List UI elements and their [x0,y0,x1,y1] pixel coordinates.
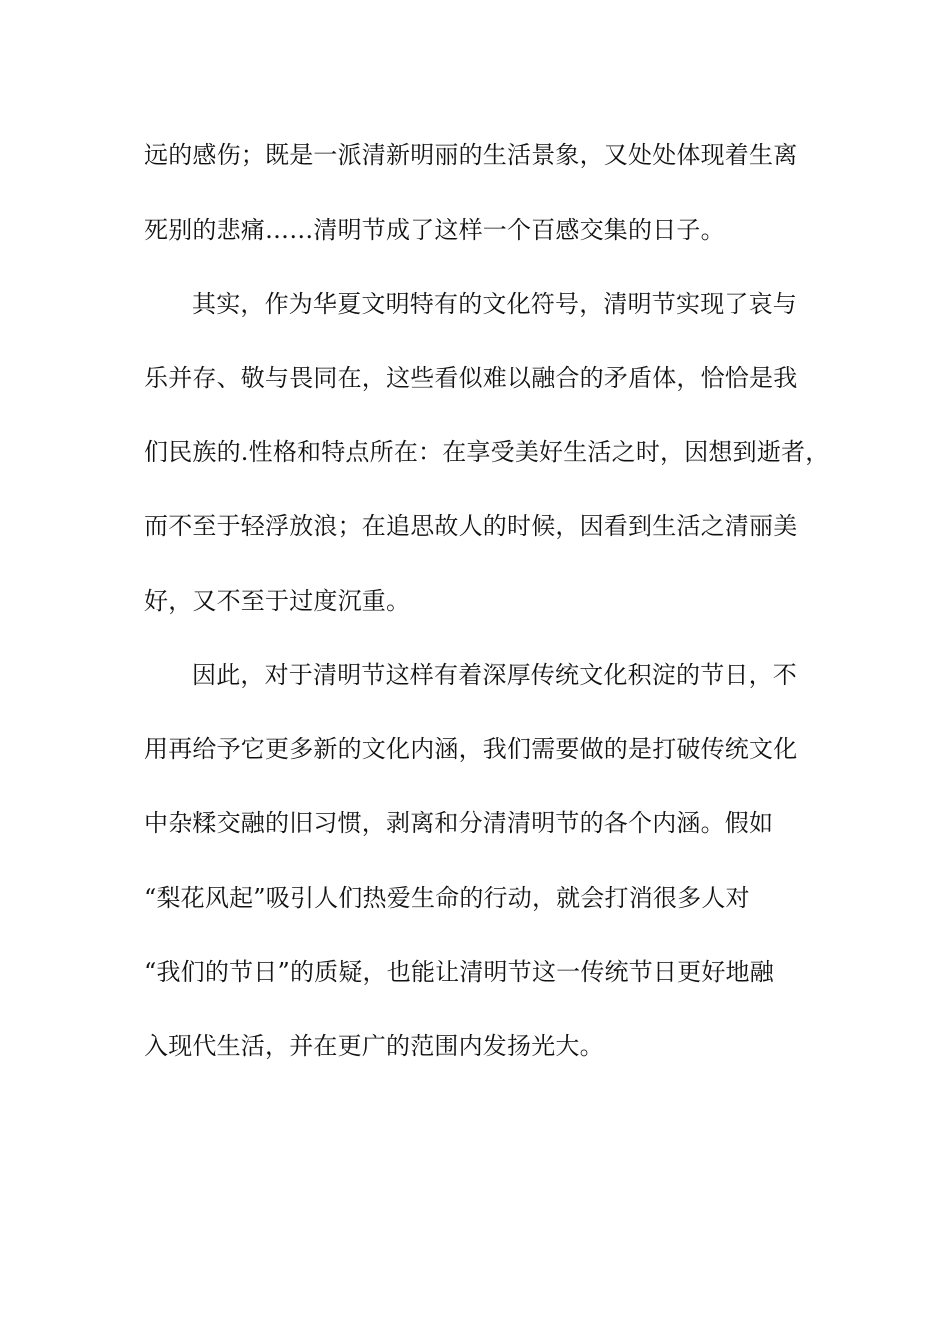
text-line: “我们的节日”的质疑，也能让清明节这一传统节日更好地融 [144,958,774,986]
text-line: 死别的悲痛……清明节成了这样一个百感交集的日子。 [144,216,725,244]
text-line: “梨花风起”吸引人们热爱生命的行动，就会打消很多人对 [144,884,750,912]
text-line: 好，又不至于过度沉重。 [144,587,411,615]
text-line: 用再给予它更多新的文化内涵，我们需要做的是打破传统文化 [144,735,798,763]
text-line: 而不至于轻浮放浪；在追思故人的时候，因看到生活之清丽美 [144,512,798,540]
text-line: 中杂糅交融的旧习惯，剥离和分清清明节的各个内涵。假如 [144,809,774,837]
text-line: 乐并存、敬与畏同在，这些看似难以融合的矛盾体，恰恰是我 [144,364,798,392]
text-line: 们民族的.性格和特点所在：在享受美好生活之时，因想到逝者， [144,438,830,466]
text-line: 入现代生活，并在更广的范围内发扬光大。 [144,1032,604,1060]
text-line: 远的感伤；既是一派清新明丽的生活景象，又处处体现着生离 [144,141,798,169]
paragraph-first-line: 因此，对于清明节这样有着深厚传统文化积淀的节日，不 [192,661,797,689]
paragraph-first-line: 其实，作为华夏文明特有的文化符号，清明节实现了哀与 [192,290,797,318]
